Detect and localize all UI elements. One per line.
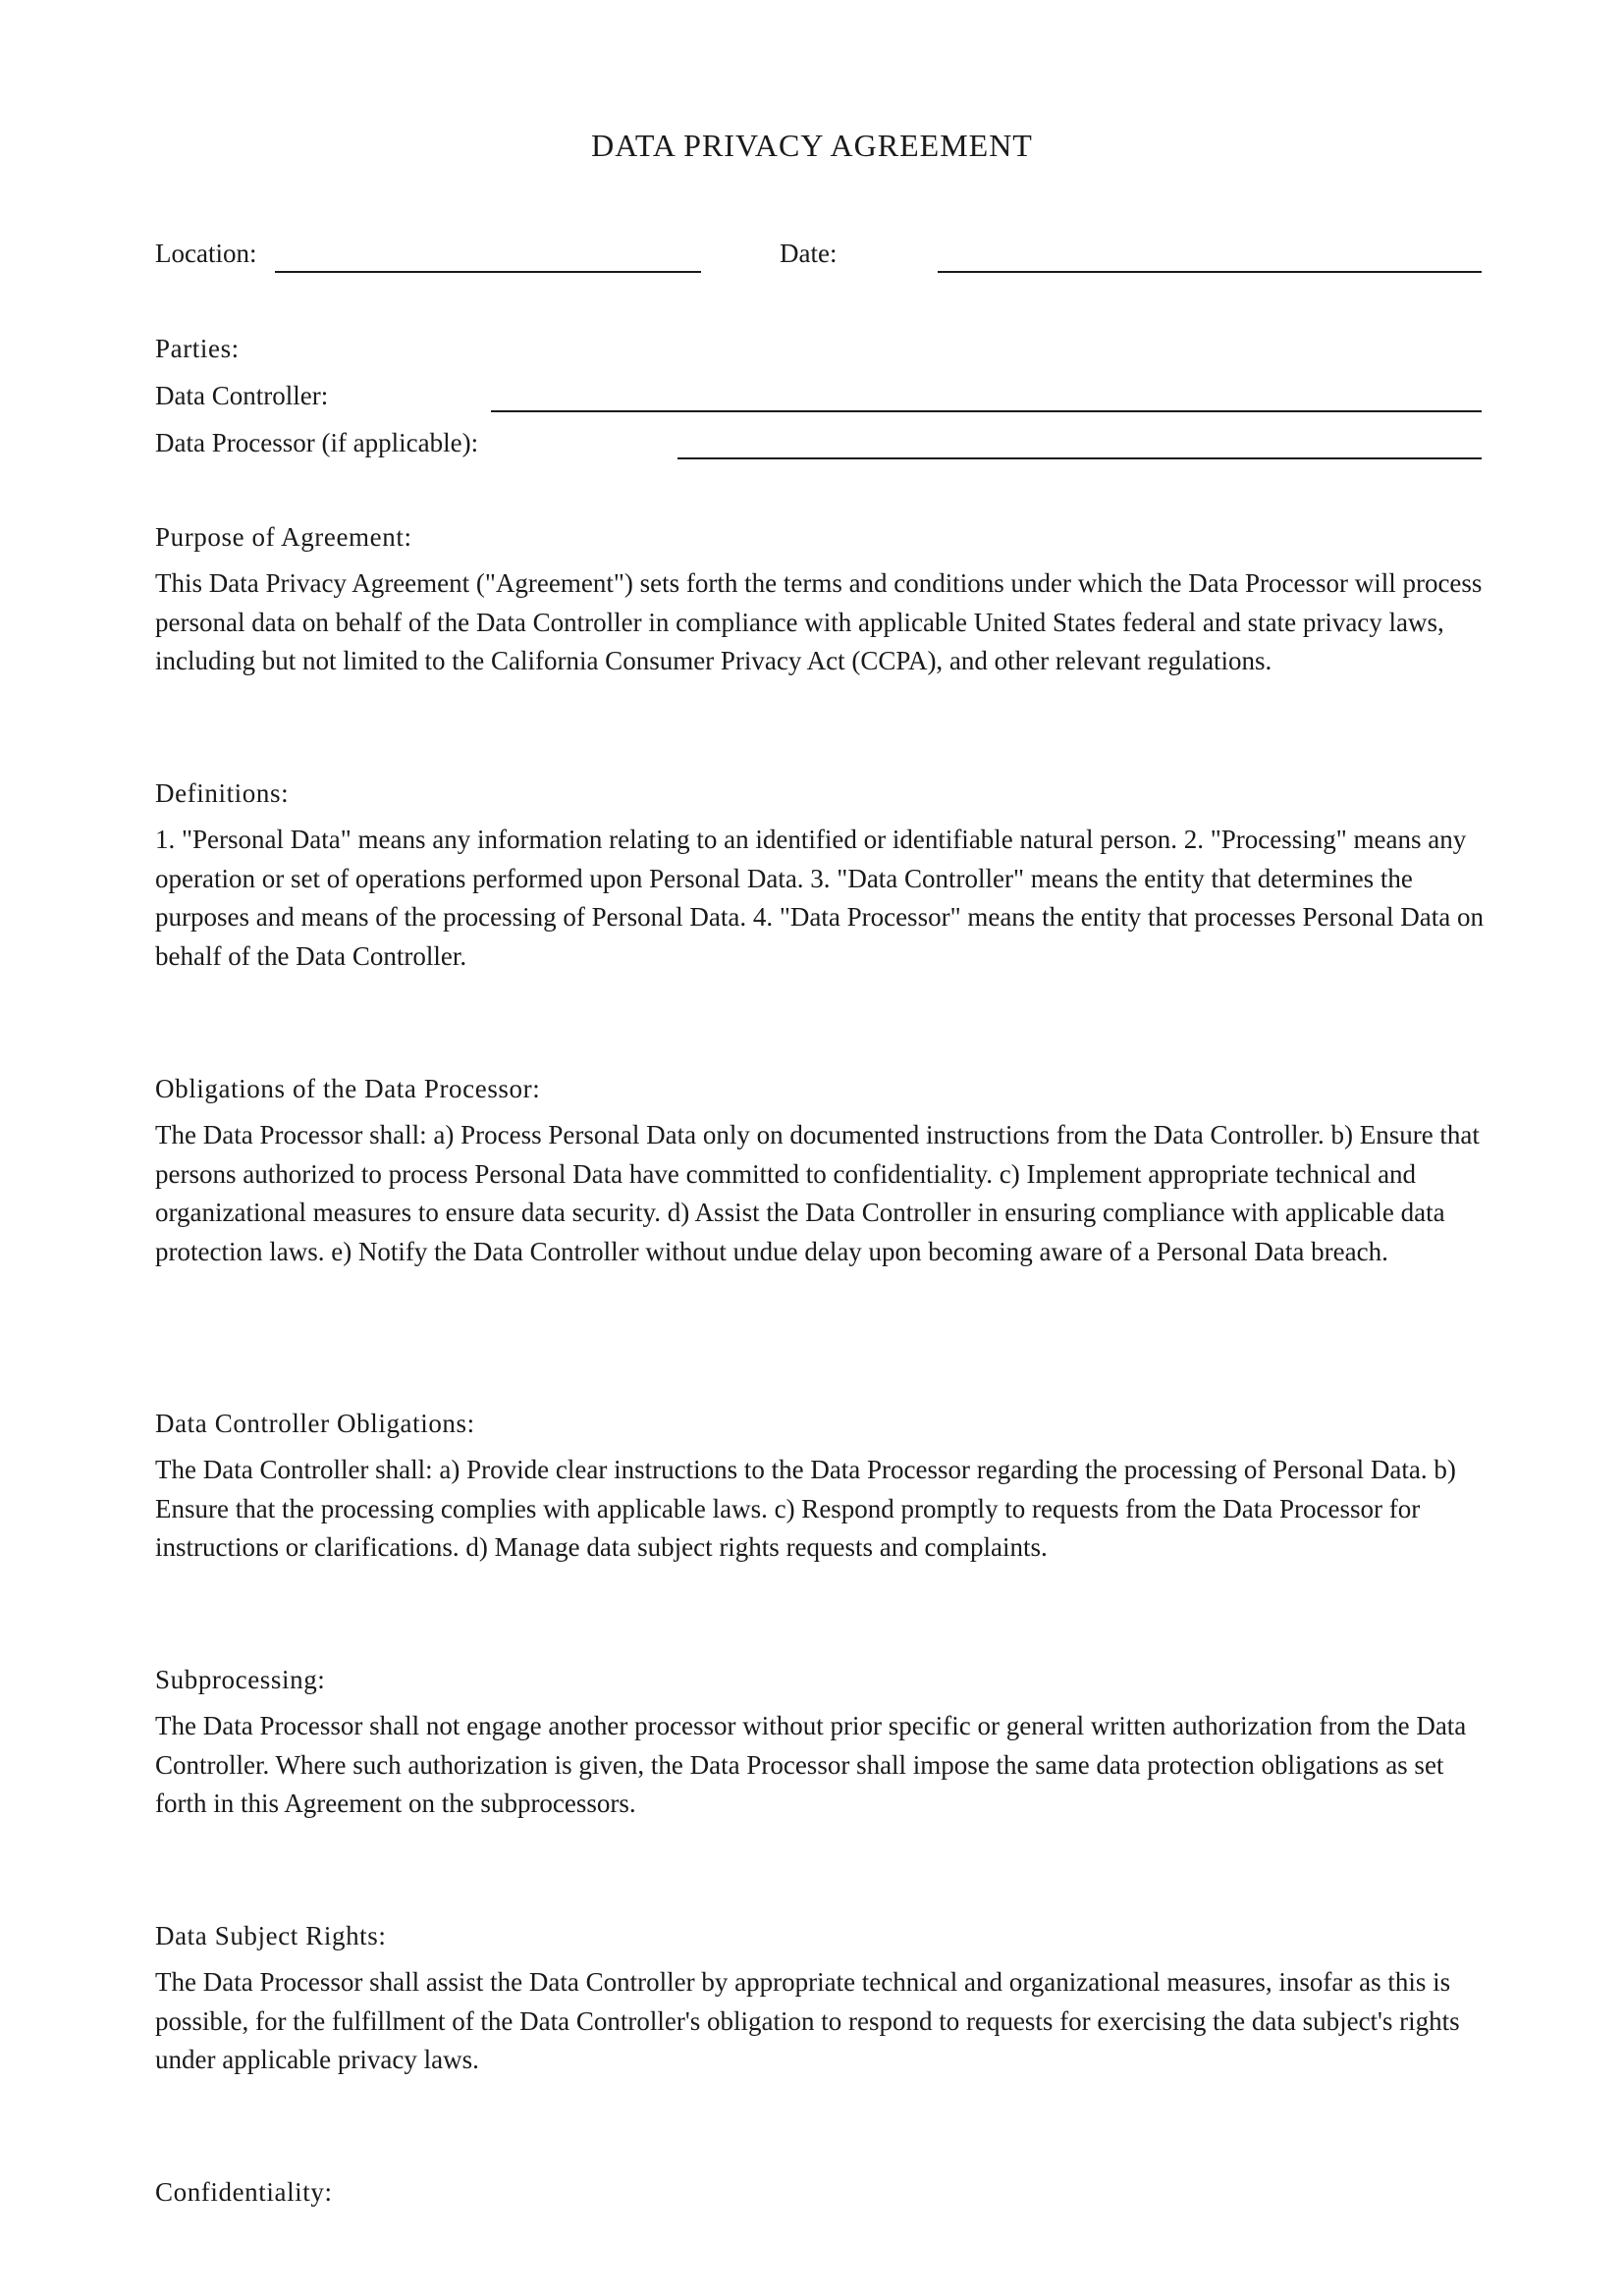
- section-heading-definitions: Definitions:: [155, 778, 290, 808]
- section-heading-data-subject-rights: Data Subject Rights:: [155, 1921, 387, 1950]
- date-field[interactable]: [938, 271, 1482, 273]
- section-heading-processor-obligations: Obligations of the Data Processor:: [155, 1074, 541, 1103]
- section-body-controller-obligations: The Data Controller shall: a) Provide clear instructions to the Data Processor regarding the processing of Personal Data. b) Ensure that the processing complies with applicable laws. c) Respond promptly to requests from the Data Processor for instructions or clarifications. d) Manage data subject rights requests and complaints.: [155, 1455, 1456, 1562]
- location-label: Location:: [155, 239, 257, 268]
- parties-label: Parties:: [155, 334, 240, 363]
- section-body-data-subject-rights: The Data Processor shall assist the Data Controller by appropriate technical and organizational measures, insofar as this is possible, for the fulfillment of the Data Controller's obligation to respond to requests for exercising the data subject's rights under applicable privacy laws.: [155, 1967, 1460, 2074]
- document-title: DATA PRIVACY AGREEMENT: [591, 128, 1033, 163]
- section-body-subprocessing: The Data Processor shall not engage another processor without prior specific or general written authorization from the Data Controller. Where such authorization is given, the Data Processor shall impose the same data protection obligations as set forth in this Agreement on the subprocessors.: [155, 1711, 1467, 1818]
- section-heading-subprocessing: Subprocessing:: [155, 1665, 326, 1694]
- section-heading-controller-obligations: Data Controller Obligations:: [155, 1409, 475, 1438]
- data-processor-label: Data Processor (if applicable):: [155, 428, 479, 457]
- data-controller-label: Data Controller:: [155, 381, 329, 410]
- section-body-processor-obligations: The Data Processor shall: a) Process Personal Data only on documented instructions from the Data Controller. b) Ensure that persons authorized to process Personal Data have committed to confidentiality. c) Implement appropriate technical and organizational measures to ensure data security. d) Assist the Data Controller in ensuring compliance with applicable data protection laws. e) Notify the Data Controller without undue delay upon becoming aware of a Personal Data breach.: [155, 1120, 1480, 1266]
- section-body-purpose: This Data Privacy Agreement ("Agreement") sets forth the terms and conditions under which the Data Processor will process personal data on behalf of the Data Controller in compliance with applicable United States federal and state privacy laws, including but not limited to the California Consumer Privacy Act (CCPA), and other relevant regulations.: [155, 568, 1483, 675]
- date-label: Date:: [780, 239, 838, 268]
- section-heading-purpose: Purpose of Agreement:: [155, 522, 412, 552]
- data-controller-field[interactable]: [491, 410, 1482, 412]
- section-body-definitions: 1. "Personal Data" means any information relating to an identified or identifiable natural person. 2. "Processing" means any operation or set of operations performed upon Personal Data. 3. "Data Controller" means the entity that determines the purposes and means of the processing of Personal Data. 4. "Data Processor" means the entity that processes Personal Data on behalf of the Data Controller.: [155, 825, 1484, 971]
- section-heading-confidentiality: Confidentiality:: [155, 2177, 333, 2207]
- location-field[interactable]: [275, 271, 701, 273]
- data-processor-field[interactable]: [677, 457, 1482, 459]
